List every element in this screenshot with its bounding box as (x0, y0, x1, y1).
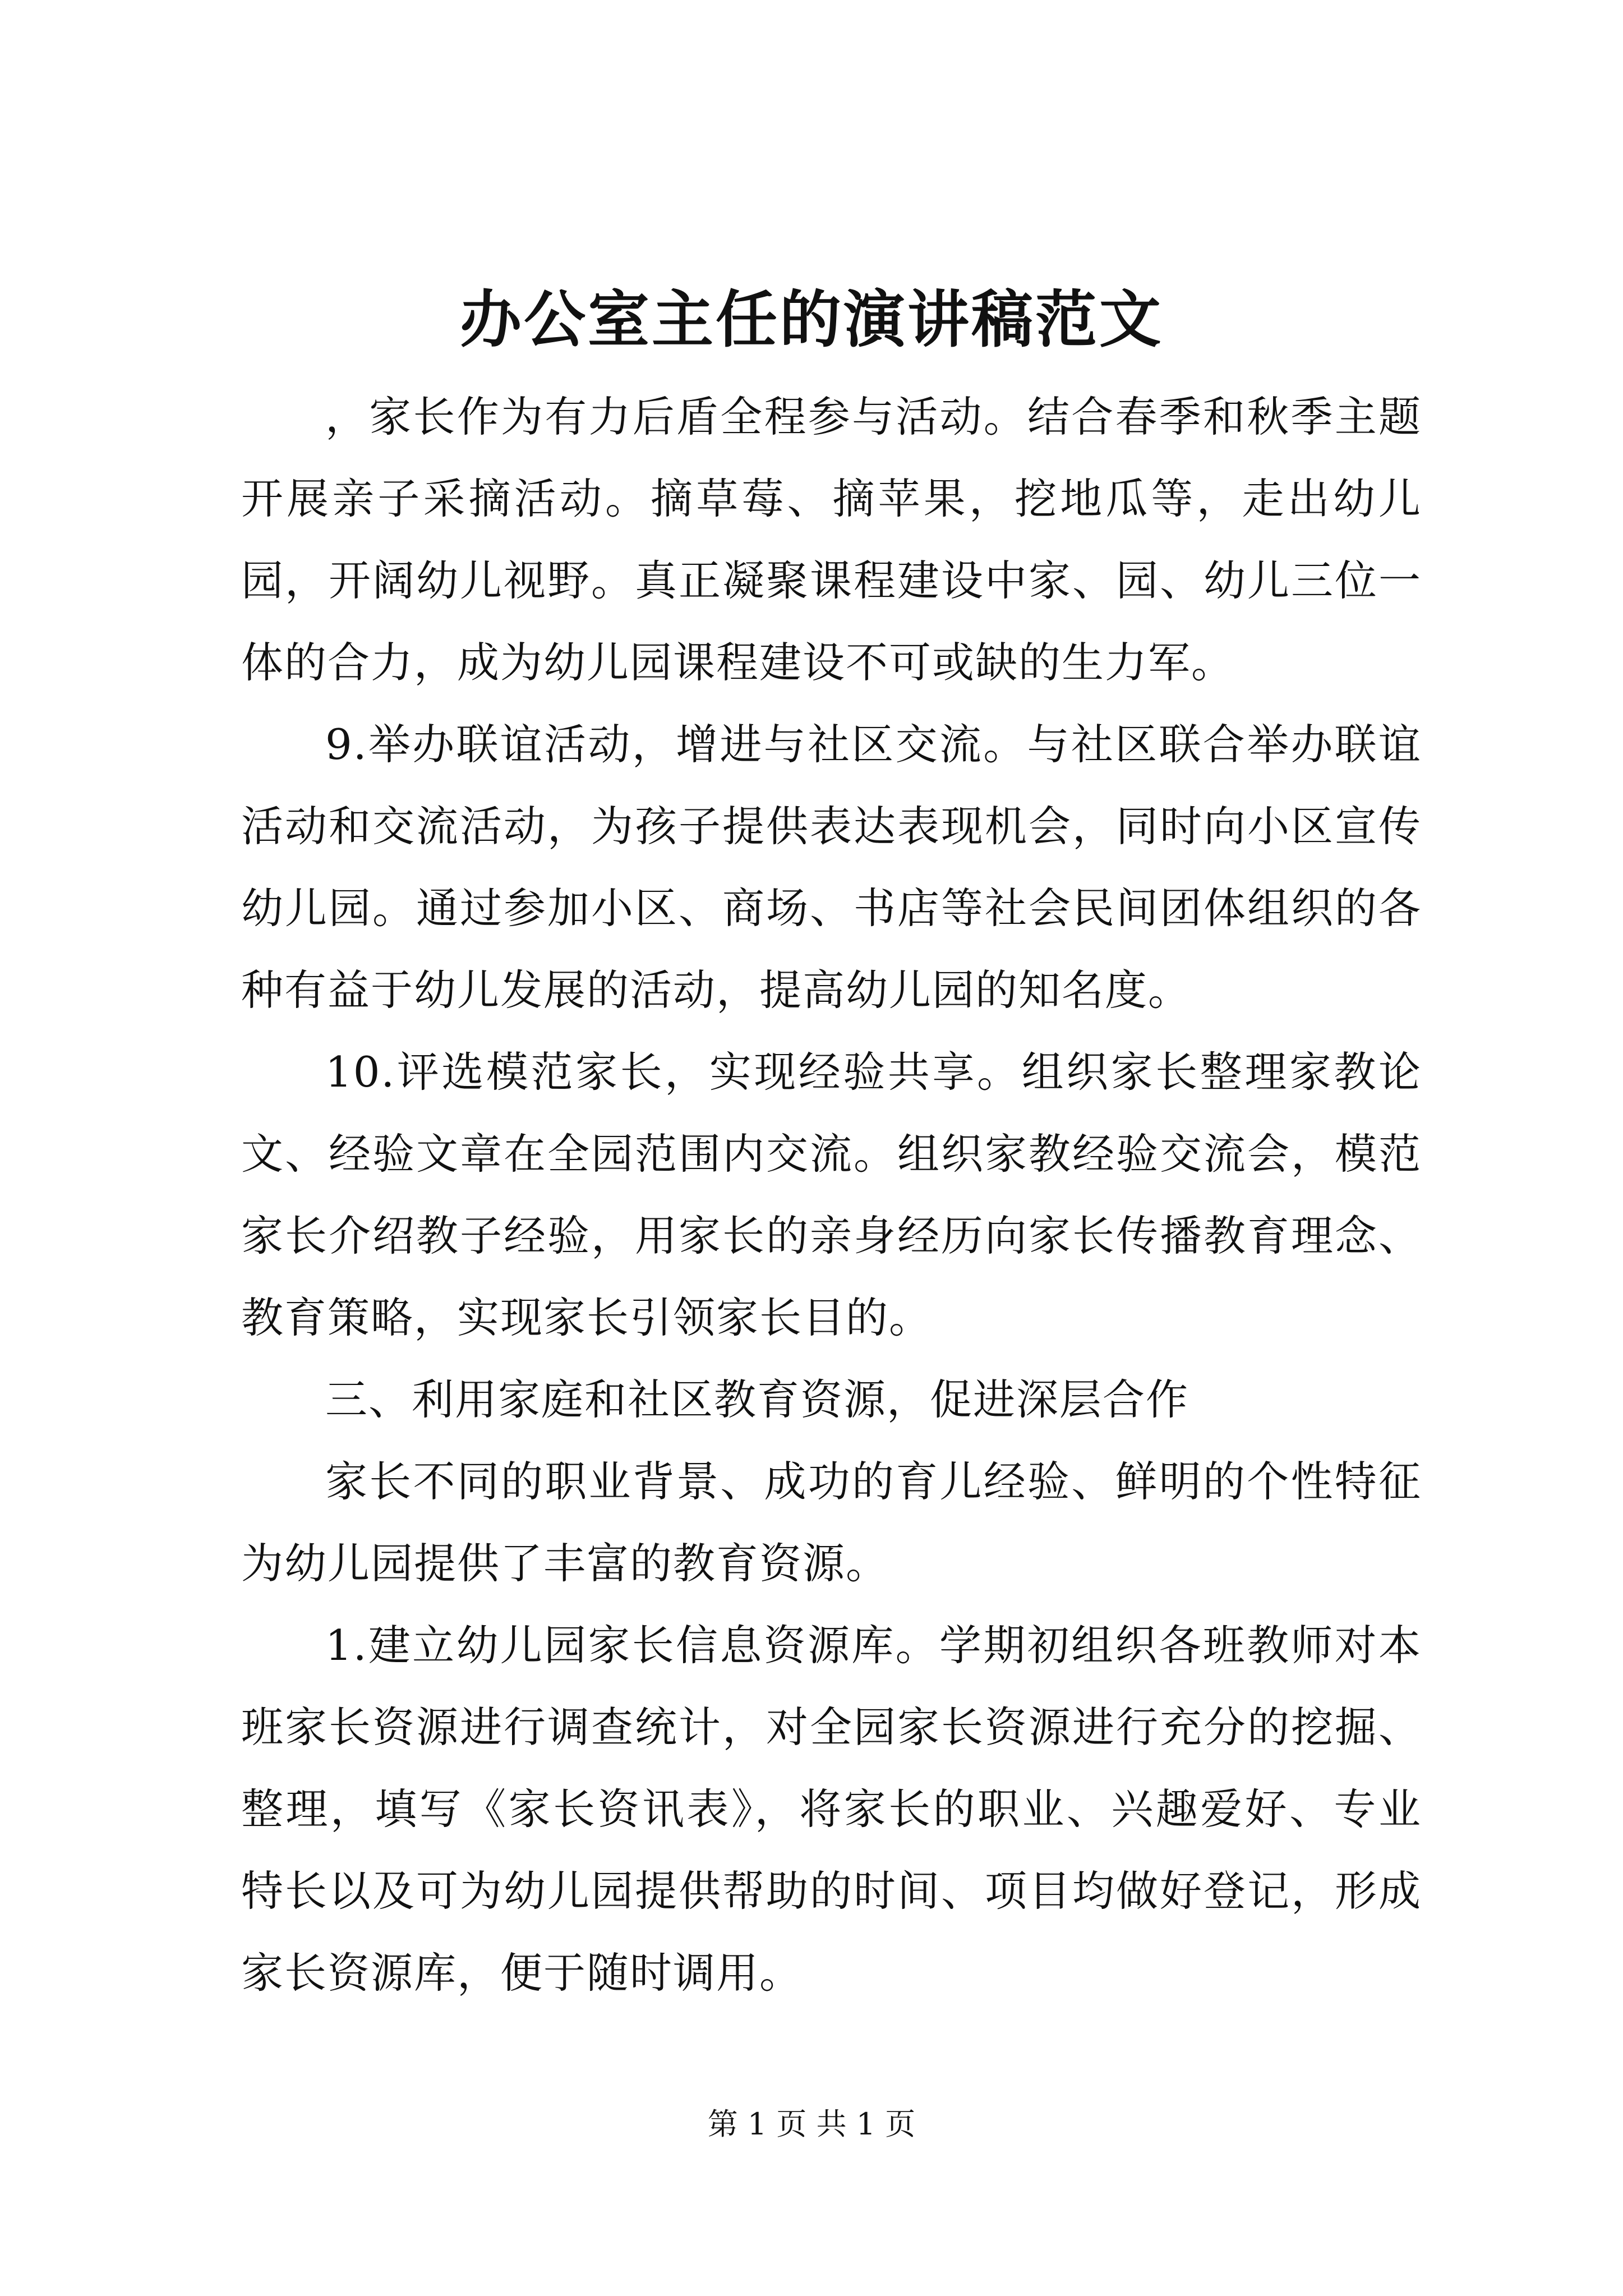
page-footer: 第 1 页 共 1 页 (707, 2106, 916, 2142)
paragraph: 10.评选模范家长，实现经验共享。组织家长整理家教论文、经验文章在全园范围内交流。组织家教经验交流会，模范家长介绍教子经验，用家长的亲身经历向家长传播教育理念、教育策略，实现家长引领家长目的。 (241, 1047, 1422, 1342)
section-heading: 三、利用家庭和社区教育资源，促进深层合作 (325, 1375, 1189, 1424)
document-body (241, 376, 1422, 2014)
paragraph: 9.举办联谊活动，增进与社区交流。与社区联合举办联谊活动和交流活动，为孩子提供表达表现机会，同时向小区宣传幼儿园。通过参加小区、商场、书店等社会民间团体组织的各种有益于幼儿发展的活动，提高幼儿园的知名度。 (241, 720, 1422, 1015)
paragraph: 家长不同的职业背景、成功的育儿经验、鲜明的个性特征为幼儿园提供了丰富的教育资源。 (241, 1457, 1422, 1588)
document-title: 办公室主任的演讲稿范文 (460, 283, 1163, 356)
paragraph: ，家长作为有力后盾全程参与活动。结合春季和秋季主题开展亲子采摘活动。摘草莓、摘苹果，挖地瓜等，走出幼儿园，开阔幼儿视野。真正凝聚课程建设中家、园、幼儿三位一体的合力，成为幼儿园课程建设不可或缺的生力军。 (241, 392, 1422, 687)
paragraph: 1.建立幼儿园家长信息资源库。学期初组织各班教师对本班家长资源进行调查统计，对全园家长资源进行充分的挖掘、整理，填写《家长资讯表》，将家长的职业、兴趣爱好、专业特长以及可为幼儿园提供帮助的时间、项目均做好登记，形成家长资源库，便于随时调用。 (241, 1621, 1422, 1998)
